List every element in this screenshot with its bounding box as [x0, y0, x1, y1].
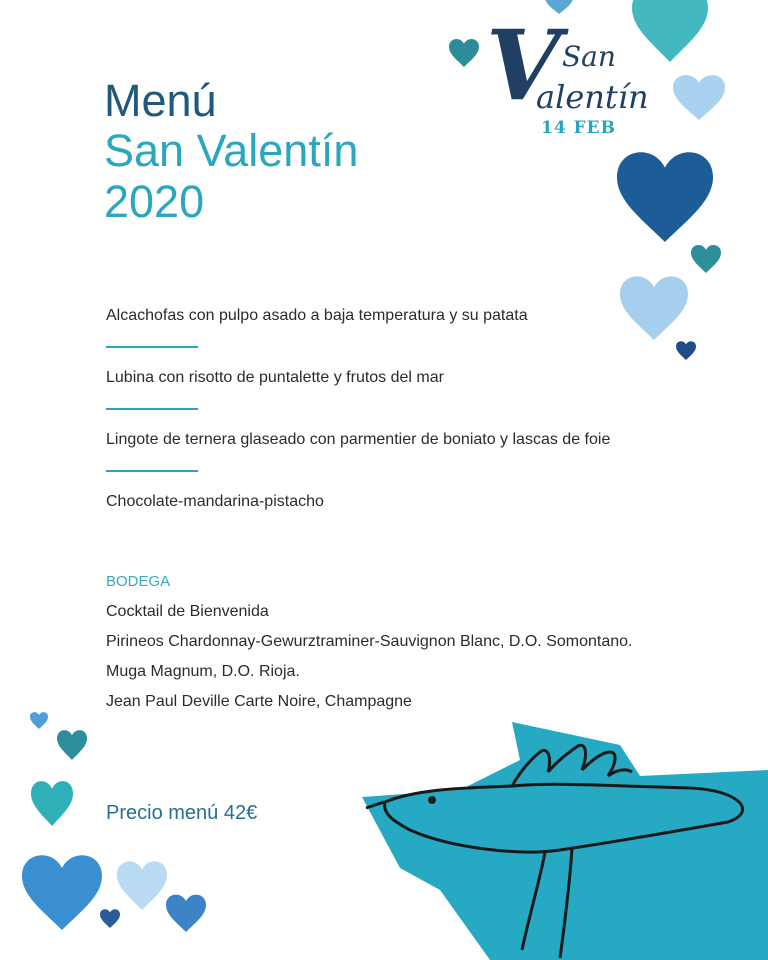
heart-icon	[30, 712, 48, 729]
logo-valentin-text: alentín	[536, 78, 649, 116]
bodega-section	[106, 572, 726, 722]
wine-item: Jean Paul Deville Carte Noire, Champagne	[106, 693, 412, 710]
heart-icon	[691, 245, 721, 273]
dishes-list	[106, 306, 706, 512]
san-valentin-logo	[486, 9, 649, 142]
title-line-san-valentin: San Valentín	[104, 125, 359, 177]
dish-item: Lingote de ternera glaseado con parmentier de boniato y lascas de foie	[106, 431, 611, 448]
dish-separator	[106, 470, 198, 472]
bird-illustration	[362, 722, 768, 960]
dish-item: Lubina con risotto de puntalette y frutos del mar	[106, 369, 444, 386]
menu-title	[104, 76, 358, 227]
logo-date: 14 FEB	[541, 118, 616, 138]
heart-icon	[22, 855, 102, 930]
dish-item: Chocolate-mandarina-pistacho	[106, 493, 324, 510]
logo-san-text: San	[562, 40, 616, 73]
wine-item: Muga Magnum, D.O. Rioja.	[106, 663, 300, 680]
dish-separator	[106, 408, 198, 410]
logo-v-letter: V	[486, 9, 561, 122]
heart-icon	[617, 152, 713, 242]
heart-icon	[673, 75, 725, 120]
bodega-heading: BODEGA	[106, 573, 171, 590]
heart-icon	[117, 861, 167, 910]
dish-separator	[106, 346, 198, 348]
heart-icon	[449, 39, 479, 67]
menu-price: Precio menú 42€	[106, 802, 258, 824]
heart-icon	[31, 781, 73, 826]
heart-icon	[100, 909, 120, 928]
wine-item: Cocktail de Bienvenida	[106, 603, 269, 620]
heart-icon	[166, 895, 206, 932]
heart-icon	[57, 730, 87, 760]
dish-item: Alcachofas con pulpo asado a baja temperatura y su patata	[106, 307, 528, 324]
wine-item: Pirineos Chardonnay-Gewurztraminer-Sauvignon Blanc, D.O. Somontano.	[106, 633, 633, 650]
title-line-year: 2020	[104, 175, 205, 227]
title-line-menu: Menú	[104, 75, 217, 126]
